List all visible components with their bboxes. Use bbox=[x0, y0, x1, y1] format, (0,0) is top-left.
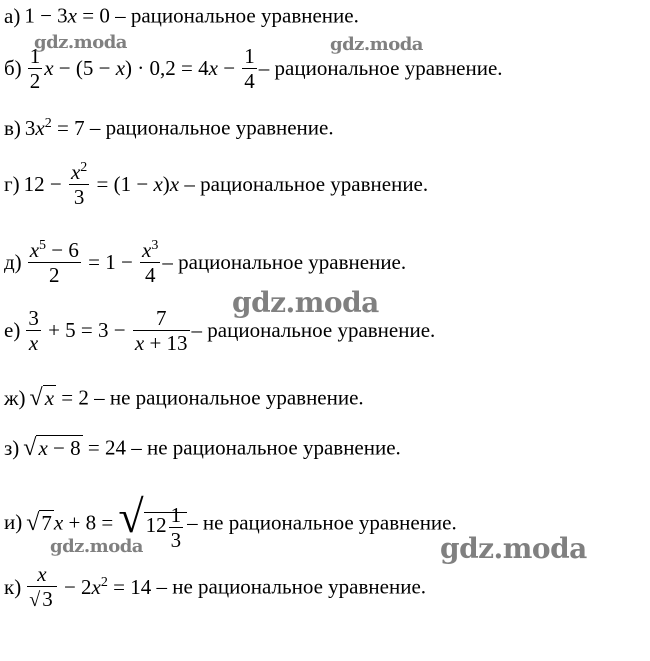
square-root: √x bbox=[29, 385, 55, 412]
square-root: √7 bbox=[26, 509, 52, 536]
classification: – рациональное уравнение. bbox=[191, 318, 436, 343]
watermark: gdz.moda bbox=[440, 532, 587, 565]
classification: – рациональное уравнение. bbox=[115, 3, 359, 28]
fraction: $\frac{x^2}{3}$ bbox=[70, 160, 88, 210]
fraction: $\frac{1}{3}$ bbox=[170, 502, 182, 552]
equation: + 5 = 3 − bbox=[42, 318, 131, 343]
fraction: $\frac{x^3}{4}$ bbox=[142, 238, 159, 288]
square-root: √3 bbox=[29, 587, 53, 612]
item-label: ж) bbox=[4, 385, 26, 410]
fraction: $\frac{7}{x + 13}$ bbox=[134, 306, 188, 356]
item-label: з) bbox=[4, 435, 20, 460]
watermark: gdz.moda bbox=[232, 286, 379, 319]
classification: – не рациональное уравнение. bbox=[94, 385, 364, 410]
equation: = 1 − bbox=[82, 250, 139, 275]
equation: $3x^2 = 7$ bbox=[24, 116, 90, 141]
classification: – не рациональное уравнение. bbox=[156, 574, 427, 599]
equation-row-z bbox=[4, 436, 401, 460]
classification: – рациональное уравнение. bbox=[258, 56, 503, 81]
equation: 1 − 3x = 0 bbox=[24, 3, 116, 28]
fraction: $\frac{1}{2}$ bbox=[29, 44, 41, 94]
fraction: $\frac{x}{√3}$ bbox=[27, 562, 56, 612]
watermark: gdz.moda bbox=[50, 536, 143, 557]
equation: − $2x^2 = 14$ bbox=[58, 575, 157, 600]
item-label: в) bbox=[4, 115, 21, 140]
classification: – рациональное уравнение. bbox=[184, 172, 429, 197]
equation: x + 8 = bbox=[53, 510, 119, 535]
equation-row-a bbox=[4, 4, 359, 27]
square-root: √12 $\frac{1}{3}$ bbox=[118, 494, 187, 552]
fraction: $\frac{3}{x}$ bbox=[28, 306, 39, 356]
equation-row-d bbox=[4, 238, 406, 287]
classification: – рациональное уравнение. bbox=[162, 250, 407, 275]
item-label: и) bbox=[4, 510, 23, 535]
item-label: д) bbox=[4, 250, 22, 275]
equation: 12 − bbox=[23, 172, 67, 197]
fraction: $\frac{x^5 - 6}{2}$ bbox=[29, 238, 79, 288]
equation: = 2 bbox=[56, 385, 95, 410]
equation-row-zh bbox=[4, 386, 364, 410]
item-label: а) bbox=[4, 3, 21, 28]
equation-row-k bbox=[4, 562, 426, 612]
item-label: г) bbox=[4, 172, 20, 197]
equation: x − (5 − x) · 0,2 = 4x − bbox=[44, 56, 241, 81]
fraction: $\frac{1}{4}$ bbox=[244, 44, 255, 94]
equation-row-v bbox=[4, 116, 334, 139]
square-root: √x − 8 bbox=[23, 435, 81, 462]
equation: = (1 − x)x bbox=[91, 172, 180, 197]
equation-row-g bbox=[4, 160, 428, 209]
item-label: к) bbox=[4, 574, 22, 599]
equation: = 24 bbox=[82, 435, 132, 460]
item-label: е) bbox=[4, 318, 21, 343]
classification: – рациональное уравнение. bbox=[89, 115, 334, 140]
classification: – не рациональное уравнение. bbox=[187, 510, 457, 535]
watermark: gdz.moda bbox=[330, 34, 423, 55]
watermark: gdz.moda bbox=[34, 32, 127, 53]
classification: – не рациональное уравнение. bbox=[131, 435, 401, 460]
item-label: б) bbox=[4, 56, 22, 81]
